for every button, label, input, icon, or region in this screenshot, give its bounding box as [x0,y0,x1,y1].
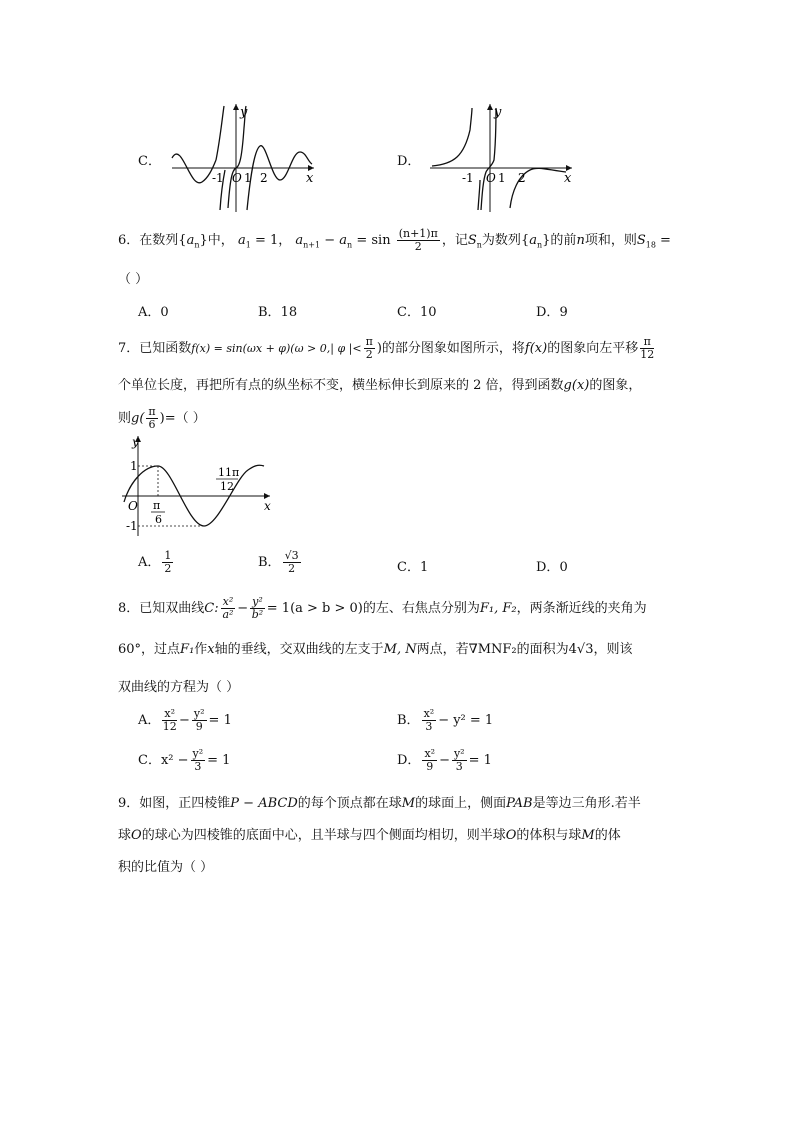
q7-text-3: 的图象向左平移 [547,341,639,356]
q5c-x-label: x [306,171,314,186]
q7-number: 7． [118,341,140,356]
q7-text-1: 已知函数 [139,341,192,356]
q7-text-6: =（ ） [164,411,206,426]
q6-an: a [186,233,195,248]
q6-option-d[interactable]: D．9 [536,305,568,320]
q6-text-4: ，记 [441,233,468,248]
q7-func: f(x) = sin(ωx + φ)(ω > 0,| φ |< [191,342,362,355]
q7-fx: f(x) [524,341,548,356]
q8-text-2: 的左、右焦点分别为 [362,601,480,616]
q9-number: 9． [118,796,140,811]
q7-option-a[interactable]: A． $\frac{1}{2}$ [138,549,172,575]
q5-option-c-label: C． [138,154,161,169]
q5d-tick-2: 2 [518,171,526,185]
q7-g-close: ) [159,411,165,426]
q9-stem-line3: 积的比值为（ ） [118,860,214,875]
q6-option-c[interactable]: C．10 [397,305,437,320]
q7-sine-graph [118,432,278,542]
q8-stem-line3: 双曲线的方程为（ ） [118,680,240,695]
q8-C: C: [204,601,219,616]
q6-sin: = sin [356,233,391,248]
q6-option-a[interactable]: A．0 [138,305,169,320]
q5-option-c-graph [168,100,318,215]
q6-paren: （ ） [118,272,149,287]
q6-stem: 6．在数列$\{a_n\}$中， $a_1 = 1$， $a_{n+1} - a_n = \sin$ $\frac{(n+1)\pi}{2}$ ，记$S_n$为数列$\{a_n\}$的前n项和，则$S_{18}$ = [118,227,671,253]
q8-option-b[interactable]: B． $\frac{\text{x²}}{3}$ − y² = 1 [397,707,494,733]
q7g-pi: π [153,499,161,512]
q6-frac-den: 2 [414,240,422,253]
q6-sub18: 18 [645,240,656,250]
q6-number: 6． [118,233,140,248]
q5c-tick-1: 1 [244,171,252,185]
q7-pi-half: $\frac{\pi}{2}$ [365,335,373,361]
q7g-twelve: 12 [220,480,234,493]
q8-stem-line1: 8．已知双曲线C: $\frac{\text{x²}}{\text{a²}}$ − $\frac{\text{y²}}{\text{b²}}$ = 1(a > b > 0)的左、右焦点分别为F₁, F₂，两条渐近线的夹角为 [118,595,647,621]
q6-cond1: = 1 [254,233,279,248]
q7-stem-line1 [118,336,656,361]
q5-option-d-label: D． [397,154,421,169]
q6-eq: = [655,233,671,248]
q5-option-d-graph [426,100,576,215]
q7-text-5: 则 [118,411,132,426]
q8-eq1: = 1(a > b > 0) [266,601,363,616]
q7g-one: 1 [130,459,138,473]
q5c-tick-origin: O [232,171,242,185]
q6-option-b[interactable]: B．18 [258,305,298,320]
q6-n: n [576,233,585,248]
q8-number: 8． [118,601,140,616]
q8-text-1: 已知双曲线 [139,601,205,616]
q7-text-4: 的图象， [589,378,642,393]
q5d-tick-origin: O [486,171,496,185]
q8-text-3: ，两条渐近线的夹角为 [516,601,647,616]
q7-option-b[interactable]: B． $\frac{√3}{2}$ [258,549,299,575]
q7g-x: x [264,499,271,513]
q7-close: ) [376,341,382,356]
q7g-neg-one: -1 [126,519,138,533]
q8-option-d[interactable]: D． $\frac{\text{x²}}{9}$ − $\frac{\text{y²}}{3}$ = 1 [397,747,492,773]
q7g-elevenpi: 11π [218,466,240,479]
q7-stem-line2 [118,374,641,393]
q7-g-fraction: $\frac{\pi}{6}$ [148,405,156,431]
q7g-six: 6 [155,513,162,526]
q7g-origin: O [128,499,138,513]
q8-option-a[interactable]: A． $\frac{\text{x²}}{12}$ − $\frac{\text{y²}}{9}$ = 1 [138,707,232,733]
q7-option-c[interactable]: C．1 [397,560,429,575]
q7-line2: 个单位长度，再把所有点的纵坐标不变，横坐标伸长到原来的 2 倍，得到函数 [118,378,564,393]
q6-text-7: 项和，则 [584,233,637,248]
q8-stem-line2: 60°，过点F₁作x轴的垂线，交双曲线的左支于M, N两点，若∇MNF₂的面积为4√3，则该 [118,642,633,657]
q5d-x-label: x [564,171,572,186]
q7-text-2: 的部分图象如图所示，将 [381,341,525,356]
q7-option-d[interactable]: D．0 [536,560,568,575]
q6-text-1: 在数列 [139,233,179,248]
q5c-tick-neg1: -1 [212,171,224,185]
q9-stem-line1: 9．如图，正四棱锥P − ABCD的每个顶点都在球M的球面上，侧面PAB是等边三角形.若半 [118,796,641,811]
q5d-tick-1: 1 [498,171,506,185]
q7-stem-line3 [118,406,206,431]
q7g-y: y [132,435,139,449]
q6-text-6: 的前 [550,233,577,248]
q7-gx: g(x) [563,378,590,393]
q6-text-3: ， [278,233,292,248]
q6-text-2: 中， [207,233,234,248]
q6-text-5: 为数列 [481,233,521,248]
q7-g: g( [131,411,145,426]
q5c-tick-2: 2 [260,171,268,185]
q6-S: S [467,233,477,248]
q5d-y-label: y [494,105,502,120]
q5d-tick-neg1: -1 [462,171,474,185]
q6-S18: S [636,233,646,248]
q7-shift-fraction: $\frac{\pi}{12}$ [640,335,655,361]
q6-fraction [397,228,440,253]
q9-stem-line2: 球O的球心为四棱锥的底面中心，且半球与四个侧面均相切，则半球O的体积与球M的体 [118,828,621,843]
q8-F12: F₁, F₂ [479,601,517,616]
q5c-y-label: y [240,105,248,120]
q6-frac-num: (n+1)π [398,227,438,240]
q8-option-c[interactable]: C．x² − $\frac{\text{y²}}{3}$ = 1 [138,747,231,773]
